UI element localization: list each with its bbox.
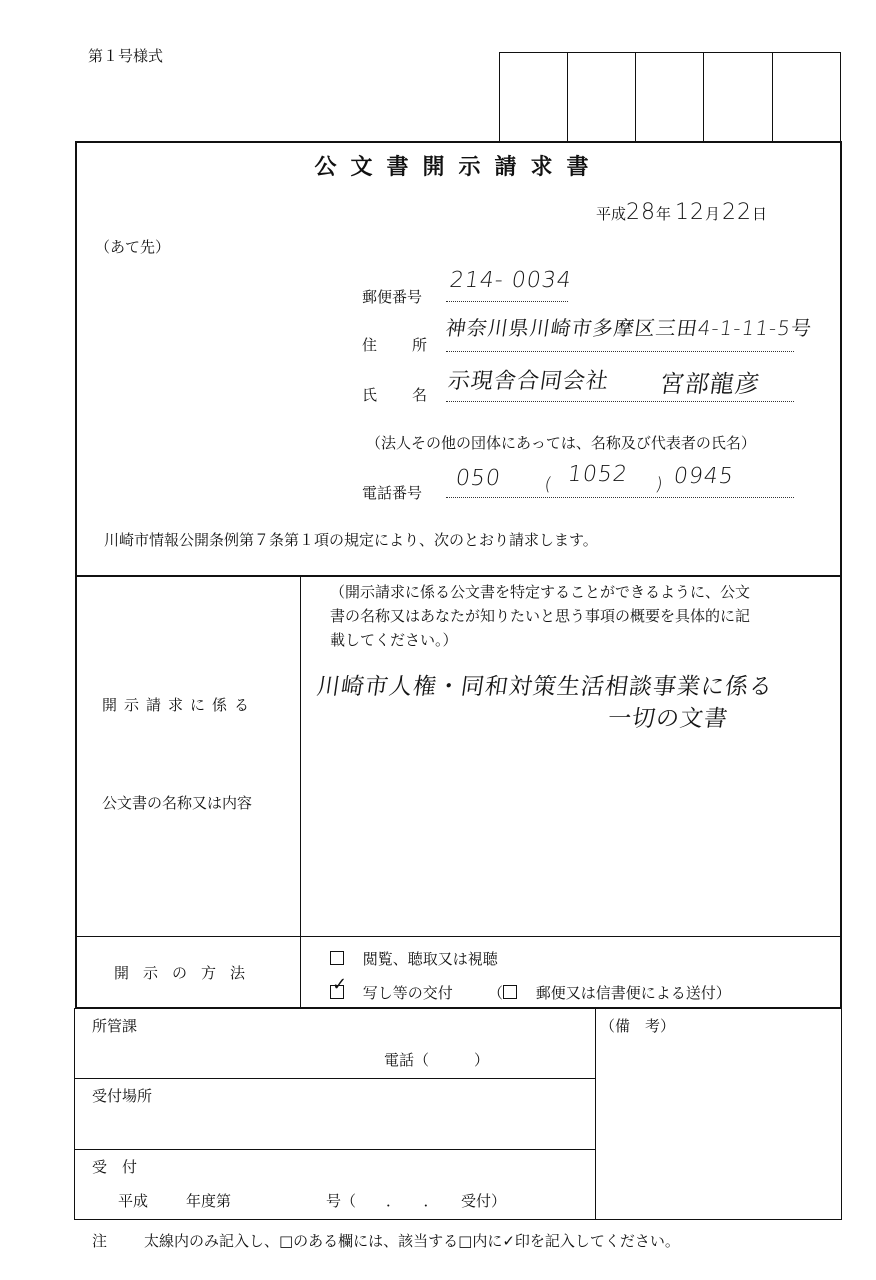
phone-part-1[interactable]: 050 (454, 466, 503, 491)
request-content-1[interactable]: 川崎市人権・同和対策生活相談事業に係る (315, 674, 775, 700)
dept-phone-label: 電話（ ） (384, 1051, 490, 1069)
name-person[interactable]: 宮部龍彦 (658, 370, 763, 398)
method-option-1-label: 閲覧、聴取又は視聴 (362, 950, 498, 968)
request-content-2[interactable]: 一切の文書 (606, 706, 730, 732)
method-option-3-label: 郵便又は信書便による送付） (535, 984, 731, 1002)
footnote-label: 注 (92, 1232, 108, 1250)
address-label-1: 住 (362, 336, 378, 354)
statement: 川崎市情報公開条例第７条第１項の規定により、次のとおり請求します。 (104, 531, 598, 549)
reception-label: 受付場所 (92, 1087, 153, 1105)
method-option-3-checkbox[interactable] (503, 985, 517, 999)
method-option-3[interactable] (488, 982, 731, 1003)
corporate-note: （法人その他の団体にあっては、名称及び代表者の氏名） (366, 434, 756, 452)
request-instruction-2: 書の名称又はあなたが知りたいと思う事項の概要を具体的に記 (330, 607, 751, 625)
stamp-boxes (499, 52, 841, 142)
receipt-label: 受 付 (92, 1158, 138, 1176)
name-company[interactable]: 示現舎合同会社 (446, 369, 611, 394)
phone-close-paren: ) (654, 474, 665, 495)
receipt-year: 年度第 (186, 1192, 232, 1210)
date-day-unit: 日 (752, 205, 768, 223)
request-instruction-1: （開示請求に係る公文書を特定することができるように、公文 (330, 583, 751, 601)
method-option-3-open: （ (488, 984, 504, 1002)
postal-value[interactable]: 214- 0034 (448, 268, 574, 293)
address-value[interactable]: 神奈川県川崎市多摩区三田4-1-11-5号 (444, 316, 814, 340)
office-use-frame (74, 1008, 842, 1220)
method-option-2-label: 写し等の交付 (362, 984, 453, 1002)
phone-label: 電話番号 (362, 484, 423, 502)
addressee-label: （あて先） (95, 238, 171, 256)
phone-part-3[interactable]: 0945 (672, 464, 736, 489)
address-label-2: 所 (412, 336, 428, 354)
phone-open-paren: ( (543, 474, 554, 495)
request-label-2: 公文書の名称又は内容 (102, 794, 253, 812)
method-option-1-checkbox[interactable] (330, 951, 344, 965)
request-date (596, 200, 767, 225)
footnote-text: 太線内のみ記入し、□のある欄には、該当する□内に✓印を記入してください。 (144, 1232, 680, 1250)
date-month-unit: 月 (705, 205, 721, 223)
remarks-label: （備 考） (600, 1017, 676, 1035)
method-option-2-checkbox[interactable] (330, 974, 348, 1002)
receipt-era: 平成 (118, 1192, 149, 1210)
date-era: 平成 (596, 205, 627, 223)
date-month: 12 (675, 200, 706, 225)
check-mark-icon: ✓ (332, 974, 348, 995)
phone-part-2[interactable]: 1052 (566, 462, 630, 487)
name-label-1: 氏 (362, 386, 378, 404)
dept-label: 所管課 (92, 1017, 138, 1035)
receipt-number: 号（ ． ． 受付） (326, 1192, 507, 1210)
date-day: 22 (722, 200, 753, 225)
method-option-1[interactable] (330, 948, 498, 969)
page-title: 公文書開示請求書 (314, 155, 603, 180)
request-label-1: 開示請求に係る (102, 696, 257, 714)
request-instruction-3: 載してください。） (330, 631, 458, 649)
postal-label: 郵便番号 (362, 288, 423, 306)
method-option-2[interactable] (330, 974, 453, 1003)
form-number: 第１号様式 (88, 47, 164, 65)
name-label-2: 名 (412, 386, 428, 404)
date-year-unit: 年 (656, 205, 672, 223)
method-label: 開示の方法 (114, 964, 260, 982)
date-year: 28 (626, 200, 657, 225)
